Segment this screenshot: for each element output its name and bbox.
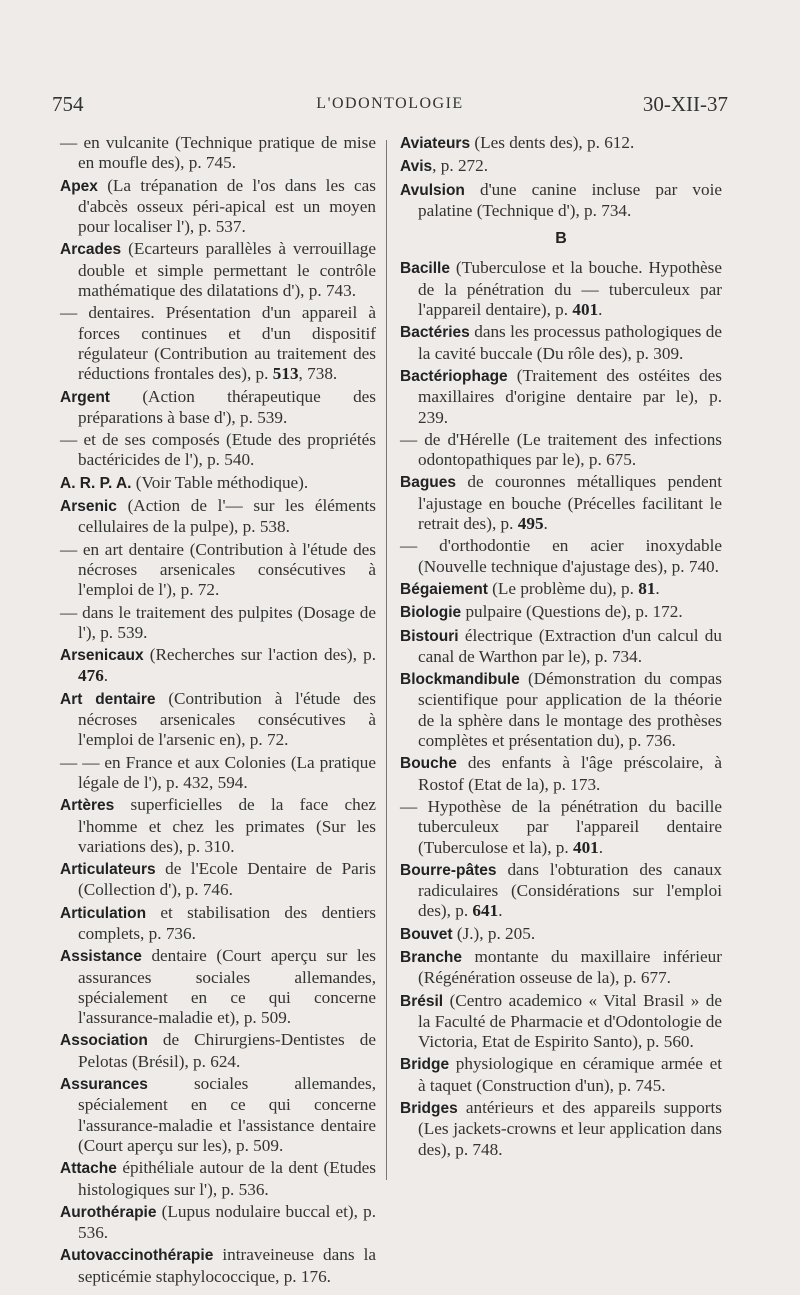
index-entry	[60, 645, 376, 687]
entry-keyword: Aurothérapie	[60, 1203, 157, 1221]
index-entry	[60, 387, 376, 429]
index-entry	[60, 795, 376, 857]
entry-keyword: Bouche	[400, 755, 457, 773]
entry-text: — en vulcanite (Technique pratique de mise en moufle des), p. 745.	[60, 133, 376, 173]
entry-text: (Le problème du), p.	[487, 578, 639, 598]
index-entry	[400, 991, 722, 1053]
entry-text: de couronnes métalliques pendent l'ajustage en bouche (Précelles facilitant le retrait des), p.	[418, 472, 722, 534]
entry-keyword: Avis	[400, 158, 433, 176]
index-entry	[60, 1030, 376, 1072]
entry-tail: .	[598, 300, 603, 320]
entry-keyword: Brésil	[400, 992, 444, 1010]
entry-keyword: Autovaccinothérapie	[60, 1247, 214, 1265]
index-entry	[400, 924, 722, 945]
entry-text: (Recherches sur l'action des), p.	[143, 645, 376, 665]
index-entry	[400, 860, 722, 922]
bold-page-number: 641	[472, 901, 499, 921]
right-entries-a	[400, 133, 722, 221]
entry-tail: , 738.	[298, 364, 338, 384]
entry-text: , p. 272.	[432, 156, 489, 176]
entry-text: dans l'obturation des canaux radiculaires (Considérations sur l'emploi des), p.	[418, 859, 722, 921]
entry-text: épithéliale autour de la dent (Etudes histologiques sur l'), p. 536.	[78, 1158, 376, 1199]
entry-keyword: Bistouri	[400, 627, 459, 645]
index-entry	[400, 797, 722, 858]
section-letter: B	[555, 230, 567, 248]
entry-text: — en art dentaire (Contribution à l'étude des nécroses arsenicales consécutives à l'emploi de l'), p. 72.	[60, 539, 376, 600]
index-entry	[60, 859, 376, 901]
index-entry	[60, 176, 376, 238]
index-entry	[60, 496, 376, 538]
index-entry	[400, 753, 722, 795]
right-column	[400, 133, 722, 1162]
index-entry	[400, 1054, 722, 1096]
bold-page-number: 401	[572, 837, 599, 857]
index-entry	[400, 579, 722, 600]
entry-keyword: Bridges	[400, 1100, 458, 1118]
entry-text: — dans le traitement des pulpites (Dosage de l'), p. 539.	[60, 602, 376, 642]
index-entry	[60, 1074, 376, 1156]
issue-date: 30-XII-37	[642, 92, 728, 116]
entry-keyword: Blockmandibule	[400, 671, 520, 689]
entry-text: (Contribution à l'étude des nécroses arsenicales consécutives à l'emploi de l'arsenic en), p. 72.	[78, 688, 376, 750]
entry-keyword: Arsenic	[60, 498, 117, 516]
entry-text: antérieurs et des appareils supports (Les jackets-crowns et leur application dans des), p. 748.	[418, 1098, 722, 1159]
index-entry	[60, 430, 376, 471]
entry-keyword: Association	[60, 1032, 148, 1050]
index-entry	[60, 946, 376, 1028]
entry-text: (Démonstration du compas scientifique pour application de la théorie de la sphère dans le montage des prothèses complètes et présentation du), p. 736.	[418, 669, 722, 751]
entry-keyword: Bactériophage	[400, 367, 508, 385]
index-entry	[400, 602, 722, 623]
index-entry	[60, 1158, 376, 1200]
index-entry	[400, 947, 722, 989]
entry-text: de l'Ecole Dentaire de Paris (Collection d'), p. 746.	[78, 859, 376, 900]
entry-text: — dentaires. Présentation d'un appareil à forces continues et d'un dispositif régulateur (Contribution au traitement des réductions frontales des), p.	[60, 303, 376, 384]
entry-text: dans les processus pathologiques de la cavité buccale (Du rôle des), p. 309.	[418, 322, 722, 363]
index-entry	[60, 1202, 376, 1244]
entry-text: (La trépanation de l'os dans les cas d'abcès osseux péri-apical est un moyen pour localiser l'), p. 537.	[78, 175, 376, 237]
column-divider	[386, 140, 387, 1180]
entry-text: pulpaire (Questions de), p. 172.	[461, 602, 683, 622]
index-entry	[400, 669, 722, 751]
entry-keyword: Biologie	[400, 604, 462, 622]
entry-tail: .	[655, 578, 660, 598]
entry-keyword: Artères	[60, 797, 115, 815]
index-entry	[60, 903, 376, 945]
entry-text: dentaire (Court aperçu sur les assurances sociales allemandes, spécialement en ce qui concerne l'assurance-maladie et), p. 509.	[78, 946, 376, 1028]
entry-keyword: Art dentaire	[60, 690, 156, 708]
index-entry	[400, 258, 722, 320]
entry-text: (Voir Table méthodique).	[131, 472, 309, 492]
index-entry	[60, 689, 376, 751]
entry-text: des enfants à l'âge préscolaire, à Rostof (Etat de la), p. 173.	[418, 753, 722, 794]
entry-keyword: Bégaiement	[400, 580, 488, 598]
entry-text: (J.), p. 205.	[452, 923, 536, 943]
page-number: 754	[52, 92, 84, 116]
entry-keyword: Assistance	[60, 948, 142, 966]
index-entry	[400, 322, 722, 364]
entry-tail: .	[103, 666, 109, 686]
entry-text: — — en France et aux Colonies (La pratique légale de l'), p. 432, 594.	[60, 752, 376, 792]
bold-page-number: 495	[517, 514, 544, 534]
entry-tail: .	[598, 837, 604, 857]
index-entry	[60, 603, 376, 644]
entry-text: (Centro academico « Vital Brasil » de la Faculté de Pharmacie et d'Odontologie de Victoria, Etat de Espirito Santo), p. 560.	[418, 990, 722, 1052]
entry-text: (Tuberculose et la bouche. Hypothèse de la pénétration du — tuberculeux par l'appareil dentaire), p.	[418, 258, 722, 320]
entry-text: (Action thérapeutique des préparations à base d'), p. 539.	[78, 386, 376, 427]
index-entry	[400, 626, 722, 668]
entry-text: d'une canine incluse par voie palatine (Technique d'), p. 734.	[418, 179, 722, 220]
entry-text: montante du maxillaire inférieur (Régénération osseuse de la), p. 677.	[418, 946, 722, 988]
entry-keyword: Arsenicaux	[60, 647, 144, 665]
entry-keyword: A. R. P. A.	[60, 474, 132, 492]
entry-tail: .	[498, 901, 503, 921]
index-entry	[400, 180, 722, 222]
entry-text: de Chirurgiens-Dentistes de Pelotas (Brésil), p. 624.	[78, 1030, 376, 1071]
index-entry	[400, 133, 722, 154]
entry-text: superficielles de la face chez l'homme et chez les primates (Sur les variations des), p. 310.	[78, 795, 376, 856]
entry-text: — de d'Hérelle (Le traitement des infections odontopathiques par le), p. 675.	[400, 429, 722, 470]
index-entry	[60, 753, 376, 794]
index-entry	[60, 133, 376, 174]
entry-keyword: Aviateurs	[400, 135, 471, 152]
index-entry	[400, 472, 722, 534]
index-entry	[400, 366, 722, 428]
index-entry	[60, 239, 376, 301]
entry-keyword: Articulation	[60, 904, 147, 922]
index-entry	[400, 536, 722, 577]
entry-text: et stabilisation des dentiers complets, p. 736.	[78, 902, 376, 943]
entry-keyword: Bactéries	[400, 324, 470, 342]
running-title: L'ODONTOLOGIE	[316, 95, 464, 112]
page-header	[52, 92, 728, 122]
entry-keyword: Apex	[60, 177, 98, 195]
entry-text: électrique (Extraction d'un calcul du canal de Warthon par le), p. 734.	[418, 625, 722, 666]
index-entry	[60, 303, 376, 384]
entry-text: physiologique en céramique armée et à taquet (Construction d'un), p. 745.	[418, 1054, 722, 1095]
index-entry	[400, 1098, 722, 1160]
bold-page-number: 513	[272, 364, 299, 384]
entry-text: — d'orthodontie en acier inoxydable (Nouvelle technique d'ajustage des), p. 740.	[400, 536, 722, 576]
entry-keyword: Arcades	[60, 241, 122, 259]
entry-text: — et de ses composés (Etude des propriétés bactéricides de l'), p. 540.	[60, 430, 376, 470]
entry-keyword: Avulsion	[400, 181, 465, 199]
entry-keyword: Bouvet	[400, 925, 453, 943]
entry-text: intraveineuse dans la septicémie staphylococcique, p. 176.	[78, 1245, 376, 1286]
index-entry	[400, 156, 722, 177]
right-entries-b	[400, 258, 722, 1159]
entry-text: sociales allemandes, spécialement en ce qui concerne l'assurance-maladie et l'assistance dentaire (Court aperçu sur les), p. 509.	[78, 1074, 376, 1155]
index-entry	[400, 430, 722, 471]
entry-keyword: Attache	[60, 1160, 117, 1178]
index-entry	[60, 1245, 376, 1287]
index-entry	[60, 473, 376, 494]
entry-keyword: Bagues	[400, 474, 456, 492]
entry-keyword: Branche	[400, 948, 463, 966]
entry-keyword: Bacille	[400, 260, 450, 278]
entry-text: (Les dents des), p. 612.	[470, 133, 635, 152]
entry-keyword: Argent	[60, 388, 110, 406]
bold-page-number: 401	[572, 300, 599, 320]
entry-text: (Ecarteurs parallèles à verrouillage double et simple permettant le contrôle mathématique des dilatations d'), p. 743.	[78, 239, 376, 301]
index-entry	[60, 540, 376, 601]
entry-text: (Lupus nodulaire buccal et), p. 536.	[78, 1201, 376, 1243]
entry-keyword: Assurances	[60, 1076, 148, 1094]
entry-keyword: Bourre-pâtes	[400, 861, 497, 879]
entry-keyword: Articulateurs	[60, 861, 156, 879]
bold-page-number: 476	[78, 666, 104, 686]
bold-page-number: 81	[638, 578, 656, 598]
entry-text: — Hypothèse de la pénétration du bacille tuberculeux par l'appareil dentaire (Tuberculose et la), p.	[400, 796, 722, 857]
entry-keyword: Bridge	[400, 1056, 450, 1074]
entry-text: (Action de l'— sur les éléments cellulaires de la pulpe), p. 538.	[78, 496, 376, 537]
entry-text: (Traitement des ostéites des maxillaires d'origine dentaire par le), p. 239.	[418, 365, 722, 427]
left-column	[60, 133, 376, 1289]
entry-tail: .	[543, 514, 548, 534]
